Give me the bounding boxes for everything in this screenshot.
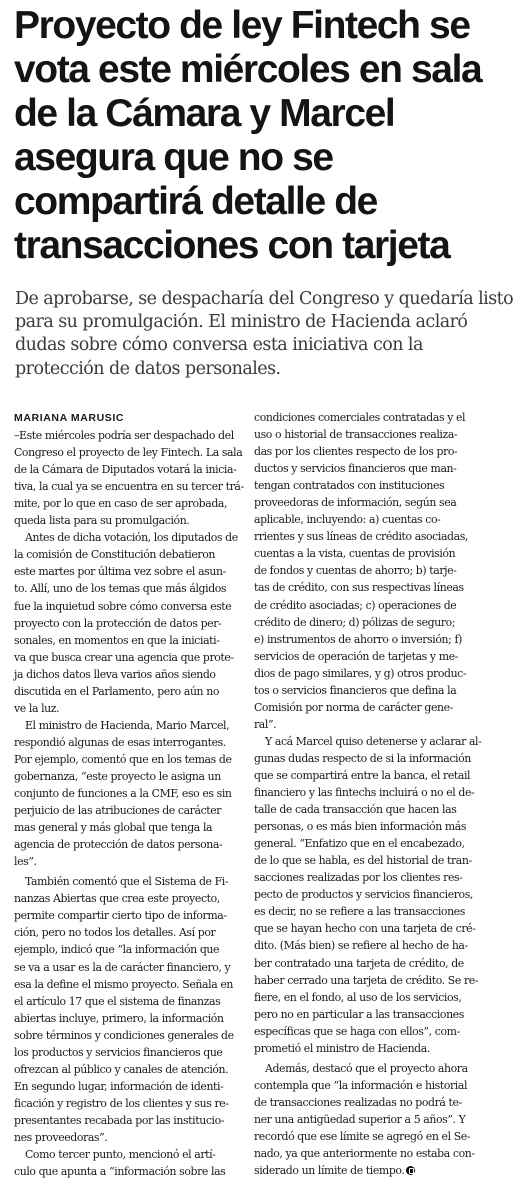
body-line [14,873,250,890]
body-line [14,700,250,717]
body-text: sonales, en momentos en que la iniciati- [14,633,220,647]
body-text: que se compartirá entre la banca, el retail [254,768,471,782]
body-line [14,819,250,836]
body-line [14,1163,250,1180]
body-text: es decir, no se refiere a las transacciones [254,905,465,919]
body-text: fue la inquietud sobre cómo conversa este [14,599,232,613]
body-line [14,1095,250,1112]
body-text: tas de crédito, con sus respectivas líneas [254,581,464,595]
body-text: abiertas incluye, primero, la información [14,1011,224,1025]
body-line [254,1060,490,1077]
body-line [254,597,490,614]
headline [14,4,486,268]
body-text: gobernanza, “este proyecto le asigna un [14,769,221,783]
dek-line: protección de datos personales. [15,358,281,379]
body-text: específicas que se haga con ellos”, com- [254,1024,460,1038]
body-line [14,959,250,976]
body-line [254,477,490,494]
body-line [14,993,250,1010]
body-line [14,444,250,461]
body-text: la comisión de Constitución debatieron [14,548,216,562]
body-line [254,1162,490,1179]
body-line [254,409,490,426]
body-text: presentantes recabada por las institucio- [14,1113,225,1127]
body-line [14,924,250,941]
body-text: Comisión por norma de carácter gene- [254,700,453,714]
body-text: proveedoras de información, según sea [254,496,457,510]
body-line [254,852,490,869]
body-line [254,562,490,579]
body-line [14,666,250,683]
headline-line: transacciones con tarjeta [14,224,450,267]
body-line [254,1128,490,1145]
body-text: nes proveedoras”. [14,1130,108,1144]
body-line [254,426,490,443]
body-line [254,903,490,920]
body-text: ral”. [254,717,277,731]
body-text: ductos y servicios financieros que man- [254,462,457,476]
body-line [254,631,490,648]
body-text: esa la define el mismo proyecto. Señala en [14,977,234,991]
body-line [254,528,490,545]
body-text: personas, o es más bien información más [254,820,467,834]
body-line [14,546,250,563]
body-text: servicios de operación de tarjetas y me- [254,649,458,663]
body-line [14,512,250,529]
body-line [254,767,490,784]
body-text: gunas dudas respecto de si la información [254,751,471,765]
body-line [14,1146,250,1163]
body-line [14,632,250,649]
body-text: e) instrumentos de ahorro o inversión; f) [254,632,462,646]
body-text: respondió algunas de esas interrogantes. [14,735,226,749]
body-text: de fondos y cuentas de ahorro; b) tarje- [254,564,457,578]
body-text: ner una antigüedad superior a 5 años”. Y [254,1112,466,1126]
body-text: agencia de protección de datos persona- [14,838,223,852]
body-text: se va a usar es la de carácter financiero, y [14,960,231,974]
body-text: prometió el ministro de Hacienda. [254,1041,430,1055]
body-line [14,836,250,853]
body-text: rrientes y sus líneas de crédito asociadas, [254,530,468,544]
dek-subheading [15,288,513,381]
body-text: haber cerrado una tarjeta de crédito. Se re- [254,973,479,987]
body-line [254,989,490,1006]
body-text: culo que apunta a “información sobre las [14,1165,226,1179]
body-line [14,1010,250,1027]
body-text: contempla que “la información e historial [254,1078,468,1092]
body-line [14,495,250,512]
body-line [254,733,490,750]
body-line [14,976,250,993]
body-line [14,890,250,907]
publication-end-mark-icon [406,1166,415,1175]
body-text: tengan contratados con instituciones [254,479,445,493]
body-line [14,802,250,819]
body-text: de lo que se habla, es del historial de tran- [254,854,472,868]
body-text: de transacciones realizadas no podrá te- [254,1095,462,1109]
body-text: mas general y más global que tenga la [14,821,213,835]
body-text: los productos y servicios financieros que [14,1045,223,1059]
body-text: proyecto con la protección de datos per- [14,616,222,630]
body-line [254,579,490,596]
headline-line: Proyecto de ley Fintech se [14,4,470,47]
headline-line: asegura que no se [14,136,333,179]
body-line [14,683,250,700]
body-text: pecto de productos y servicios financieros, [254,888,473,902]
body-text: fiere, en el fondo, al uso de los servicios, [254,990,462,1004]
body-line [14,1129,250,1146]
body-text: uso o historial de transacciones realiza- [254,428,458,442]
body-text: ofrezcan al público y canales de atención. [14,1062,229,1076]
body-text: Antes de dicha votación, los diputados de [25,531,238,545]
body-text: crédito de dinero; d) pólizas de seguro; [254,615,456,629]
body-text: que se hayan hecho con una tarjeta de cré- [254,922,476,936]
body-line [14,768,250,785]
body-text: este martes por última vez sobre el asun- [14,565,226,579]
body-text: perjuicio de las atribuciones de carácter [14,804,222,818]
body-text: También comentó que el Sistema de Fi- [25,875,229,889]
body-text: ción, pero no todos los detalles. Así por [14,926,216,940]
body-text: el artículo 17 que el sistema de finanzas [14,994,221,1008]
body-text: financiero y las fintechs incluirá o no el de- [254,786,475,800]
body-line [254,1040,490,1057]
body-text: to. Allí, uno de los temas que más álgidos [14,582,227,596]
body-line [14,1112,250,1129]
body-text: va que busca crear una agencia que prote- [14,650,234,664]
body-line [14,598,250,615]
body-text: ve la luz. [14,701,60,715]
body-line [254,614,490,631]
body-text: ber contratado una tarjeta de crédito, de [254,956,464,970]
body-text: sobre términos y condiciones generales de [14,1028,234,1042]
headline-line: de la Cámara y Marcel [14,92,395,135]
body-line [254,1111,490,1128]
body-line [254,750,490,767]
body-text: aplicable, incluyendo: a) cuentas co- [254,513,441,527]
body-line [14,1027,250,1044]
body-line [254,955,490,972]
body-line [14,427,250,444]
body-line [254,699,490,716]
body-text: ficación y registro de los clientes y sus re- [14,1096,229,1110]
body-line [254,494,490,511]
body-line [254,869,490,886]
body-text: Como tercer punto, mencionó el artí- [25,1148,216,1162]
body-text: pero no en particular a las transacciones [254,1007,464,1021]
body-line [14,941,250,958]
body-text: conjunto de funciones a la CMF, eso es sin [14,787,232,801]
body-line [254,1077,490,1094]
body-text: dito. (Más bien) se refiere al hecho de ha- [254,939,468,953]
body-line [254,682,490,699]
body-line [254,1023,490,1040]
body-line [254,545,490,562]
byline: MARIANA MARUSIC [14,412,125,424]
body-line [254,920,490,937]
body-text: tos o servicios financieros que defina la [254,683,457,697]
body-text: queda lista para su promulgación. [14,514,190,528]
body-line [14,461,250,478]
body-line [14,1078,250,1095]
body-line [254,665,490,682]
body-line [254,443,490,460]
body-line [14,580,250,597]
body-line [254,648,490,665]
body-text: siderado un límite de tiempo. [254,1164,405,1178]
body-text: Además, destacó que el proyecto ahora [265,1061,468,1075]
body-text: nado, ya que anteriormente no estaba con- [254,1147,475,1161]
body-text: tiva, la cual ya se encuentra en su tercer trá- [14,480,244,494]
body-line [254,972,490,989]
headline-line: compartirá detalle de [14,180,377,223]
body-text: nanzas Abiertas que crea este proyecto, [14,892,220,906]
body-line [14,1061,250,1078]
body-line [254,784,490,801]
body-line [254,716,490,733]
body-text: sacciones realizadas por los clientes res- [254,871,463,885]
body-line [254,460,490,477]
body-line [254,1006,490,1023]
body-text: ja dichos datos lleva varios años siendo [14,667,216,681]
body-line [14,615,250,632]
body-text: Por ejemplo, comentó que en los temas de [14,752,232,766]
body-text: –Este miércoles podría ser despachado del [14,429,234,443]
body-line [14,529,250,546]
body-text: El ministro de Hacienda, Mario Marcel, [25,718,230,732]
body-text: permite compartir cierto tipo de informa- [14,909,227,923]
body-line [14,907,250,924]
body-text: En segundo lugar, información de identi- [14,1079,224,1093]
article-column-left [14,410,250,1180]
dek-line: dudas sobre cómo conversa esta iniciativa con la [15,335,423,356]
article-column-right [254,409,490,1179]
body-line [254,1094,490,1111]
body-line [14,853,250,870]
body-text: mite, por lo que en caso de ser aprobada, [14,497,228,511]
body-text: discutida en el Parlamento, pero aún no [14,684,220,698]
body-line [254,1145,490,1162]
body-line [254,818,490,835]
body-text: das por los clientes respecto de los pro- [254,445,458,459]
body-text: cuentas a la vista, cuentas de provisión [254,547,456,561]
body-text: Congreso el proyecto de ley Fintech. La sala [14,446,243,460]
body-text: Y acá Marcel quiso detenerse y aclarar al- [265,734,482,748]
body-text: general. “Enfatizo que en el encabezado, [254,837,465,851]
body-line [254,886,490,903]
body-line [14,1044,250,1061]
body-text: talle de cada transacción que hacen las [254,803,457,817]
body-line [14,734,250,751]
body-text: de la Cámara de Diputados votará la inicia- [14,463,237,477]
body-text: condiciones comerciales contratadas y el [254,411,466,424]
body-line [14,785,250,802]
body-line [14,717,250,734]
headline-line: vota este miércoles en sala [14,48,482,91]
body-line [14,563,250,580]
dek-line: para su promulgación. El ministro de Hacienda aclaró [15,312,468,333]
body-line [254,835,490,852]
body-text: dios de pago similares, y g) otros produc- [254,666,467,680]
body-line [14,649,250,666]
body-line [254,511,490,528]
dek-line: De aprobarse, se despacharía del Congreso y quedaría listo [15,289,513,309]
body-line [14,751,250,768]
body-line [254,801,490,818]
body-line [14,478,250,495]
body-text: de crédito asociadas; c) operaciones de [254,598,457,612]
body-text: ejemplo, indicó que “la información que [14,943,220,957]
body-text: les”. [14,855,37,869]
body-text: recordó que ese límite se agregó en el Se- [254,1129,471,1143]
body-line [254,937,490,954]
